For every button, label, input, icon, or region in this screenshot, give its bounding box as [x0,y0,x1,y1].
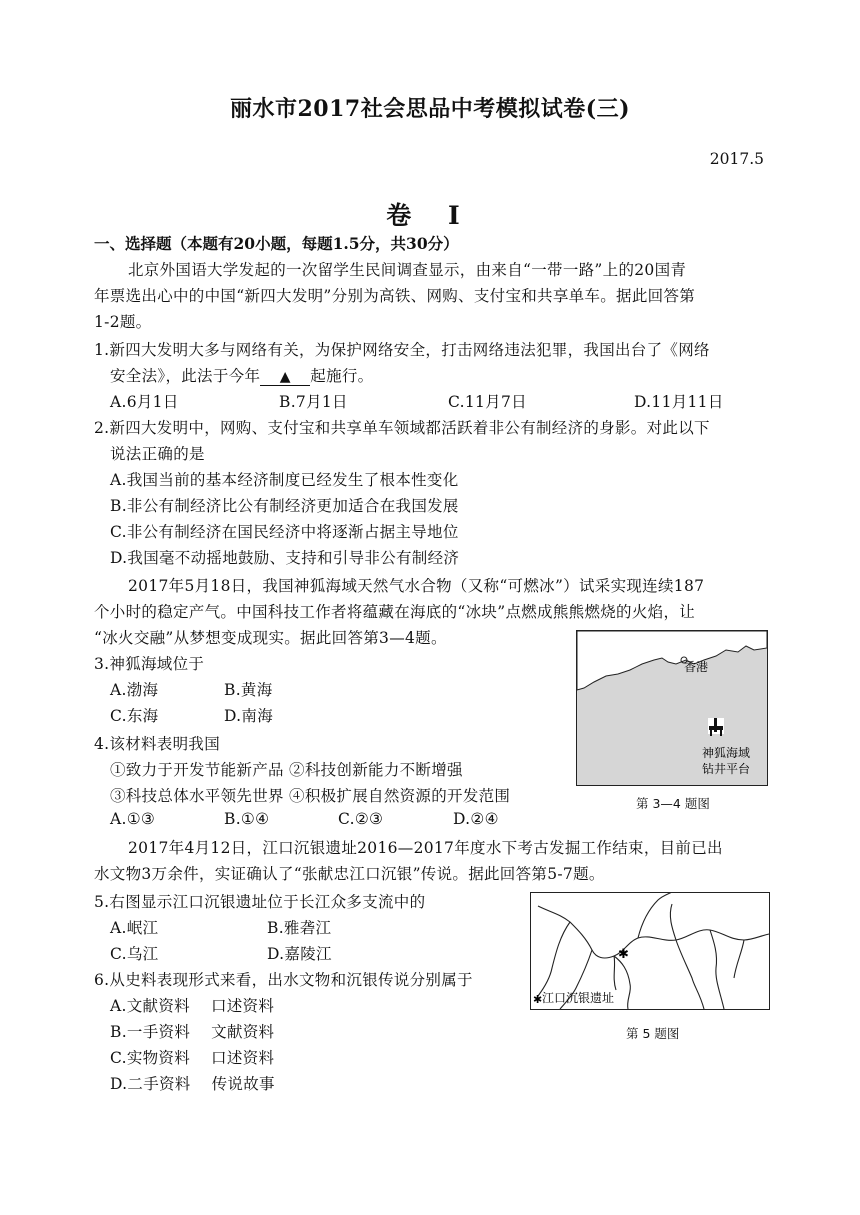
intro1-line: 1-2题。 [94,313,152,331]
map1-caption: 第 3—4 题图 [636,796,710,811]
page-title: 丽水市2017社会思品中考模拟试卷(三) [229,96,631,122]
q1-option: B.7月1日 [279,393,348,411]
q1-stem-cont [110,364,373,386]
q3-stem: 3.神狐海域位于 [94,655,205,673]
q5-option: C.乌江 [110,945,159,963]
label-platform: 钻井平台 [702,762,751,776]
map2-caption: 第 5 题图 [626,1026,680,1041]
intro3-line: 水文物3万余件，实证确认了“张献忠江口沉银”传说。据此回答第5-7题。 [94,865,605,883]
q2-option: D.我国毫不动摇地鼓励、支持和引导非公有制经济 [110,549,460,567]
site-legend-star-icon: ✱ [533,993,543,1006]
q6-option: B.一手资料 文献资料 [110,1023,275,1041]
q2-option: C.非公有制经济在国民经济中将逐渐占据主导地位 [110,523,459,541]
intro2-line: 2017年5月18日，我国神狐海域天然气水合物（又称“可燃冰”）试采实现连续187 [128,577,705,595]
q4-option: A.①③ [110,810,156,828]
q3-option: A.渤海 [110,681,159,699]
q4-option: C.②③ [338,810,384,828]
label-hongkong: 香港 [684,660,709,674]
q5-option: D.嘉陵江 [267,945,332,963]
answer-blank [260,369,310,386]
intro2-line: “冰火交融”从梦想变成现实。据此回答第3—4题。 [94,629,447,647]
q1-stem-pre: 安全法》，此法于今年 [110,367,261,385]
q2-stem: 2.新四大发明中，网购、支付宝和共享单车领域都活跃着非公有制经济的身影。对此以下 [94,419,710,437]
q4-item: ①致力于开发节能新产品 ②科技创新能力不断增强 [110,761,463,779]
section-heading: 一、选择题（本题有20小题，每题1.5分，共30分） [94,234,459,253]
q3-option: B.黄海 [224,681,273,699]
q5-option: B.雅砻江 [267,919,332,937]
q4-option: D.②④ [453,810,499,828]
label-jiangkou-site: 江口沉银遗址 [542,991,615,1005]
q4-option: B.①④ [224,810,270,828]
q6-option: D.二手资料 传说故事 [110,1075,275,1093]
q4-stem: 4.该材料表明我国 [94,735,220,753]
intro2-line: 个小时的稳定产气。中国科技工作者将蕴藏在海底的“冰块”点燃成熊熊燃烧的火焰，让 [94,603,696,621]
intro3-line: 2017年4月12日，江口沉银遗址2016—2017年度水下考古发掘工作结束，目前已出 [128,839,723,857]
drilling-platform-icon [708,718,724,736]
q1-option: A.6月1日 [110,393,179,411]
q6-stem: 6.从史料表现形式来看，出水文物和沉银传说分别属于 [94,971,473,989]
intro1-line: 北京外国语大学发起的一次留学生民间调查显示，由来自“一带一路”上的20国青 [128,261,687,279]
q5-stem: 5.右图显示江口沉银遗址位于长江众多支流中的 [94,893,426,911]
exam-date: 2017.5 [709,150,764,168]
q6-option: A.文献资料 口述资料 [110,997,275,1015]
map-yangtze-tributaries [530,892,770,1010]
q1-option: C.11月7日 [448,393,527,411]
q5-option: A.岷江 [110,919,159,937]
q2-option: B.非公有制经济比公有制经济更加适合在我国发展 [110,497,459,515]
blank-triangle: ▲ [279,369,291,385]
q2-stem-cont: 说法正确的是 [110,445,205,463]
label-shenhu: 神狐海域 [702,746,751,760]
q4-item: ③科技总体水平领先世界 ④积极扩展自然资源的开发范围 [110,787,511,805]
q1-stem: 1.新四大发明大多与网络有关，为保护网络安全，打击网络违法犯罪，我国出台了《网络 [94,341,710,359]
q2-option: A.我国当前的基本经济制度已经发生了根本性变化 [110,471,459,489]
site-star-icon: ✱ [618,947,629,962]
map-south-china-sea [576,630,768,786]
q1-option: D.11月11日 [634,393,724,411]
q3-option: D.南海 [224,707,274,725]
q1-stem-post: 起施行。 [310,367,374,385]
q6-option: C.实物资料 口述资料 [110,1049,275,1067]
q3-option: C.东海 [110,707,159,725]
volume-heading: 卷 I [386,201,474,230]
intro1-line: 年票选出心中的中国“新四大发明”分别为高铁、网购、支付宝和共享单车。据此回答第 [94,287,696,305]
